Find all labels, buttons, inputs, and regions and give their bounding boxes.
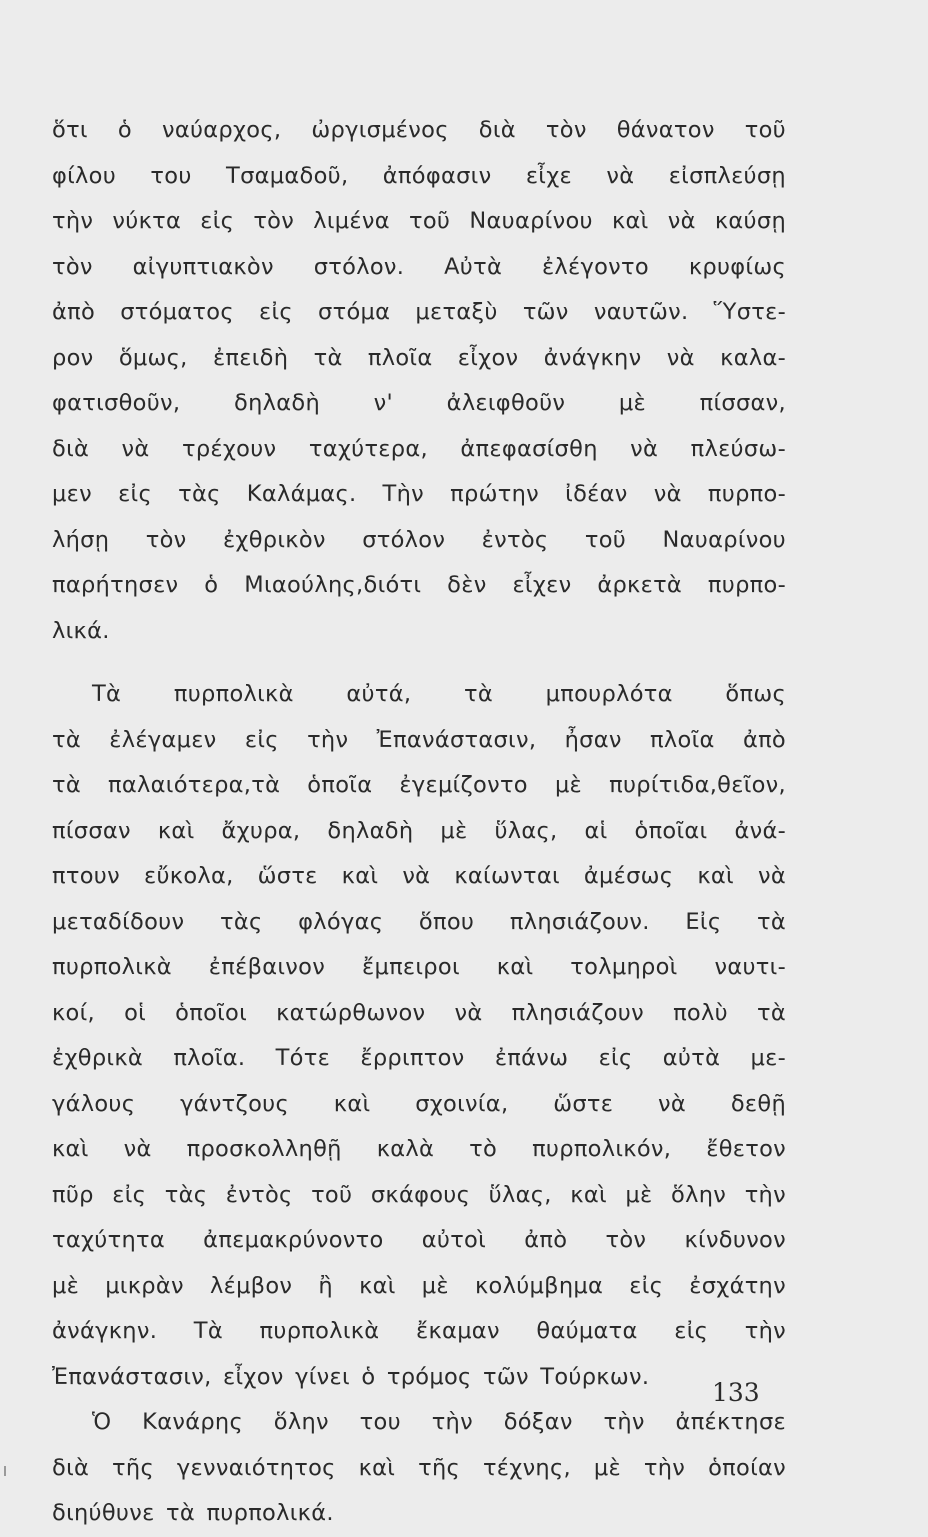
text-line: διηύθυνε τὰ πυρπολικά.: [52, 1500, 334, 1526]
text-line: Τὰ πυρπολικὰ αὐτά, τὰ μπουρλότα ὅπως: [92, 681, 786, 707]
text-line: παρήτησεν ὁ Μιαούλης,διότι δὲν εἶχεν ἀρκετὰ πυρπο-: [52, 572, 786, 598]
text-line: φατισθοῦν, δηλαδὴ ν' ἀλειφθοῦν μὲ πίσσαν,: [52, 390, 786, 416]
text-line: τὴν νύκτα εἰς τὸν λιμένα τοῦ Ναυαρίνου καὶ νὰ καύσῃ: [52, 208, 786, 234]
text-line: πτουν εὔκολα, ὥστε καὶ νὰ καίωνται ἀμέσως καὶ νὰ: [52, 863, 786, 889]
text-line: πυρπολικὰ ἐπέβαινον ἔμπειροι καὶ τολμηροὶ ναυτι-: [52, 954, 786, 980]
text-line: τὸν αἰγυπτιακὸν στόλον. Αὐτὰ ἐλέγοντο κρυφίως: [52, 253, 786, 280]
text-line: γάλους γάντζους καὶ σχοινία, ὥστε νὰ δεθῇ: [52, 1090, 786, 1117]
text-line: πῦρ εἰς τὰς ἐντὸς τοῦ σκάφους ὕλας, καὶ μὲ ὅλην τὴν: [52, 1181, 786, 1208]
text-line: κοί, οἱ ὁποῖοι κατώρθωνον νὰ πλησιάζουν πολὺ τὰ: [52, 999, 786, 1026]
paragraph-2: [52, 672, 786, 1400]
text-line: τὰ ἐλέγαμεν εἰς τὴν Ἐπανάστασιν, ἦσαν πλοῖα ἀπὸ: [52, 726, 786, 753]
text-line: μεταδίδουν τὰς φλόγας ὅπου πλησιάζουν. Εἰς τὰ: [52, 908, 786, 935]
text-line: ὅτι ὁ ναύαρχος, ὠργισμένος διὰ τὸν θάνατον τοῦ: [52, 117, 786, 143]
text-line: ἀπὸ στόματος εἰς στόμα μεταξὺ τῶν ναυτῶν. Ὕστε-: [52, 299, 786, 325]
paragraph-3: [52, 1400, 786, 1537]
text-line: πίσσαν καὶ ἄχυρα, δηλαδὴ μὲ ὕλας, αἱ ὁποῖαι ἀνά-: [52, 817, 786, 844]
text-line: ταχύτητα ἀπεμακρύνοντο αὐτοὶ ἀπὸ τὸν κίνδυνον: [52, 1227, 786, 1253]
text-line: Ὁ Κανάρης ὅλην του τὴν δόξαν τὴν ἀπέκτησε: [92, 1409, 786, 1435]
text-line: Ἐπανάστασιν, εἶχον γίνει ὁ τρόμος τῶν Τούρκων.: [52, 1363, 650, 1390]
text-line: ρον ὅμως, ἐπειδὴ τὰ πλοῖα εἶχον ἀνάγκην νὰ καλα-: [52, 344, 786, 371]
text-line: διὰ νὰ τρέχουν ταχύτερα, ἀπεφασίσθη νὰ πλεύσω-: [52, 435, 786, 462]
text-line: ἐχθρικὰ πλοῖα. Τότε ἔρριπτον ἐπάνω εἰς αὐτὰ με-: [52, 1045, 786, 1071]
text-line: καὶ νὰ προσκολληθῇ καλὰ τὸ πυρπολικόν, ἔθετον: [52, 1136, 786, 1162]
body-text: [52, 108, 786, 1537]
page-number: 133: [712, 1378, 760, 1407]
text-line: τὰ παλαιότερα,τὰ ὁποῖα ἐγεμίζοντο μὲ πυρίτιδα,θεῖον,: [52, 772, 786, 798]
text-line: λικά.: [52, 617, 110, 644]
text-line: φίλου του Τσαμαδοῦ, ἀπόφασιν εἶχε νὰ εἰσπλεύσῃ: [52, 162, 786, 189]
text-line: ἀνάγκην. Τὰ πυρπολικὰ ἔκαμαν θαύματα εἰς τὴν: [52, 1318, 786, 1344]
text-line: διὰ τῆς γενναιότητος καὶ τῆς τέχνης, μὲ τὴν ὁποίαν: [52, 1454, 786, 1481]
text-line: μεν εἰς τὰς Καλάμας. Τὴν πρώτην ἰδέαν νὰ πυρπο-: [52, 481, 786, 507]
text-line: λήσῃ τὸν ἐχθρικὸν στόλον ἐντὸς τοῦ Ναυαρίνου: [52, 526, 786, 553]
text-line: μὲ μικρὰν λέμβον ἢ καὶ μὲ κολύμβημα εἰς ἐσχάτην: [52, 1272, 786, 1299]
scan-edge-mark: [4, 1466, 6, 1476]
paragraph-1: [52, 108, 786, 654]
